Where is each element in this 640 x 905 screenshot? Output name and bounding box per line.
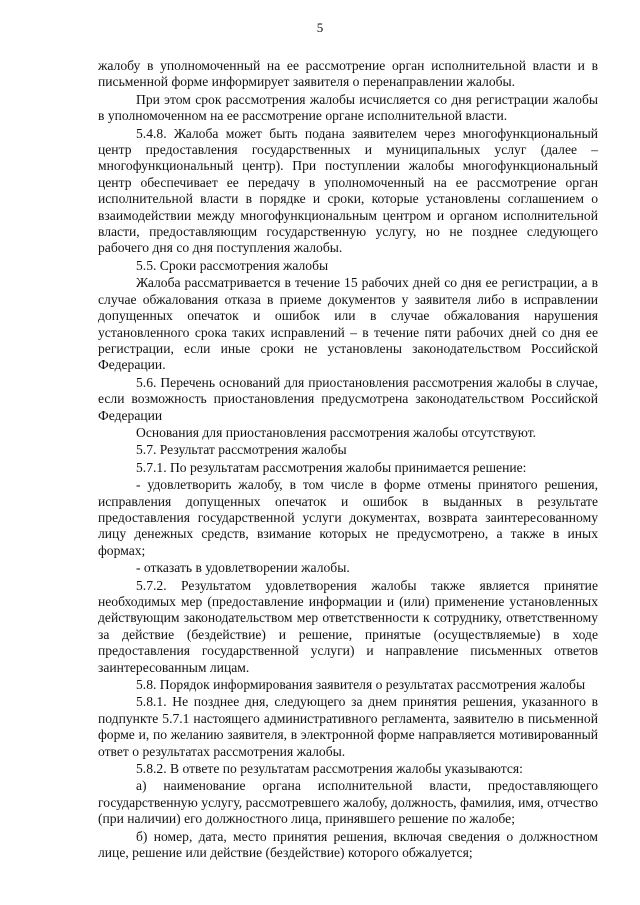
section-heading: 5.7. Результат рассмотрения жалобы xyxy=(136,442,347,458)
page-number: 5 xyxy=(316,20,324,35)
section-heading: 5.8. Порядок информирования заявителя о результатах рассмотрения жалобы xyxy=(136,677,586,693)
paragraph: 5.7.2. Результатом удовлетворения жалобы также является принятие необходимых мер (предоставление информации и (или) применение установленных действующим законодательством мер ответственности к сотруднику, ответственному за действие (бездействие) и решение, принятые (осуществляемые) в ходе предоставления государственной услуги) и направление письменных ответов заинтересованным лицам. xyxy=(98,577,598,675)
paragraph: 5.7.1. По результатам рассмотрения жалобы принимается решение: xyxy=(136,459,527,475)
paragraph: Основания для приостановления рассмотрения жалобы отсутствуют. xyxy=(136,424,537,440)
list-item: - отказать в удовлетворении жалобы. xyxy=(136,560,350,576)
section-heading: 5.5. Сроки рассмотрения жалобы xyxy=(136,257,329,273)
document-body xyxy=(98,58,598,863)
paragraph: 5.4.8. Жалоба может быть подана заявителем через многофункциональный центр предоставления государственных и муниципальных услуг (далее – многофункциональный центр). При поступлении жалобы многофункциональный центр обеспечивает ее передачу в уполномоченный на ее рассмотрение орган исполнительной власти в порядке и сроки, которые установлены соглашением о взаимодействии между многофункциональным центром и органом исполнительной власти, предоставляющим государственную услугу, но не позднее следующего рабочего дня со дня поступления жалобы. xyxy=(98,125,598,256)
paragraph: 5.8.1. Не позднее дня, следующего за днем принятия решения, указанного в подпункте 5.7.1 настоящего административного регламента, заявителю в письменной форме и, по желанию заявителя, в электронной форме направляется мотивированный ответ о результатах рассмотрения жалобы. xyxy=(98,694,598,759)
list-item: а) наименование органа исполнительной власти, предоставляющего государственную услугу, рассмотревшего жалобу, должность, фамилия, имя, отчество (при наличии) его должностного лица, принявшего решение по жалобе; xyxy=(98,778,598,827)
paragraph: 5.8.2. В ответе по результатам рассмотрения жалобы указываются: xyxy=(136,761,523,777)
section-heading: 5.6. Перечень оснований для приостановления рассмотрения жалобы в случае, если возможность приостановления предусмотрена законодательством Российской Федерации xyxy=(98,374,598,423)
list-item: б) номер, дата, место принятия решения, включая сведения о должностном лице, решение или действие (бездействие) которого обжалуется; xyxy=(98,828,598,861)
list-item: - удовлетворить жалобу, в том числе в форме отмены принятого решения, исправления допущенных опечаток и ошибок в выданных в результате предоставления государственной услуги документах, возврата заинтересованному лицу денежных средств, взимание которых не предусмотрено, а также в иных формах; xyxy=(98,477,598,558)
paragraph: Жалоба рассматривается в течение 15 рабочих дней со дня ее регистрации, а в случае обжалования отказа в приеме документов у заявителя либо в исправлении допущенных опечаток и ошибок или в случае обжалования нарушения установленного срока таких исправлений – в течение пяти рабочих дней со дня ее регистрации, если иные сроки не установлены законодательством Российской Федерации. xyxy=(98,275,598,373)
paragraph: жалобу в уполномоченный на ее рассмотрение орган исполнительной власти и в письменной форме информирует заявителя о перенаправлении жалобы. xyxy=(98,58,598,90)
paragraph: При этом срок рассмотрения жалобы исчисляется со дня регистрации жалобы в уполномоченном на ее рассмотрение органе исполнительной власти. xyxy=(98,91,598,124)
